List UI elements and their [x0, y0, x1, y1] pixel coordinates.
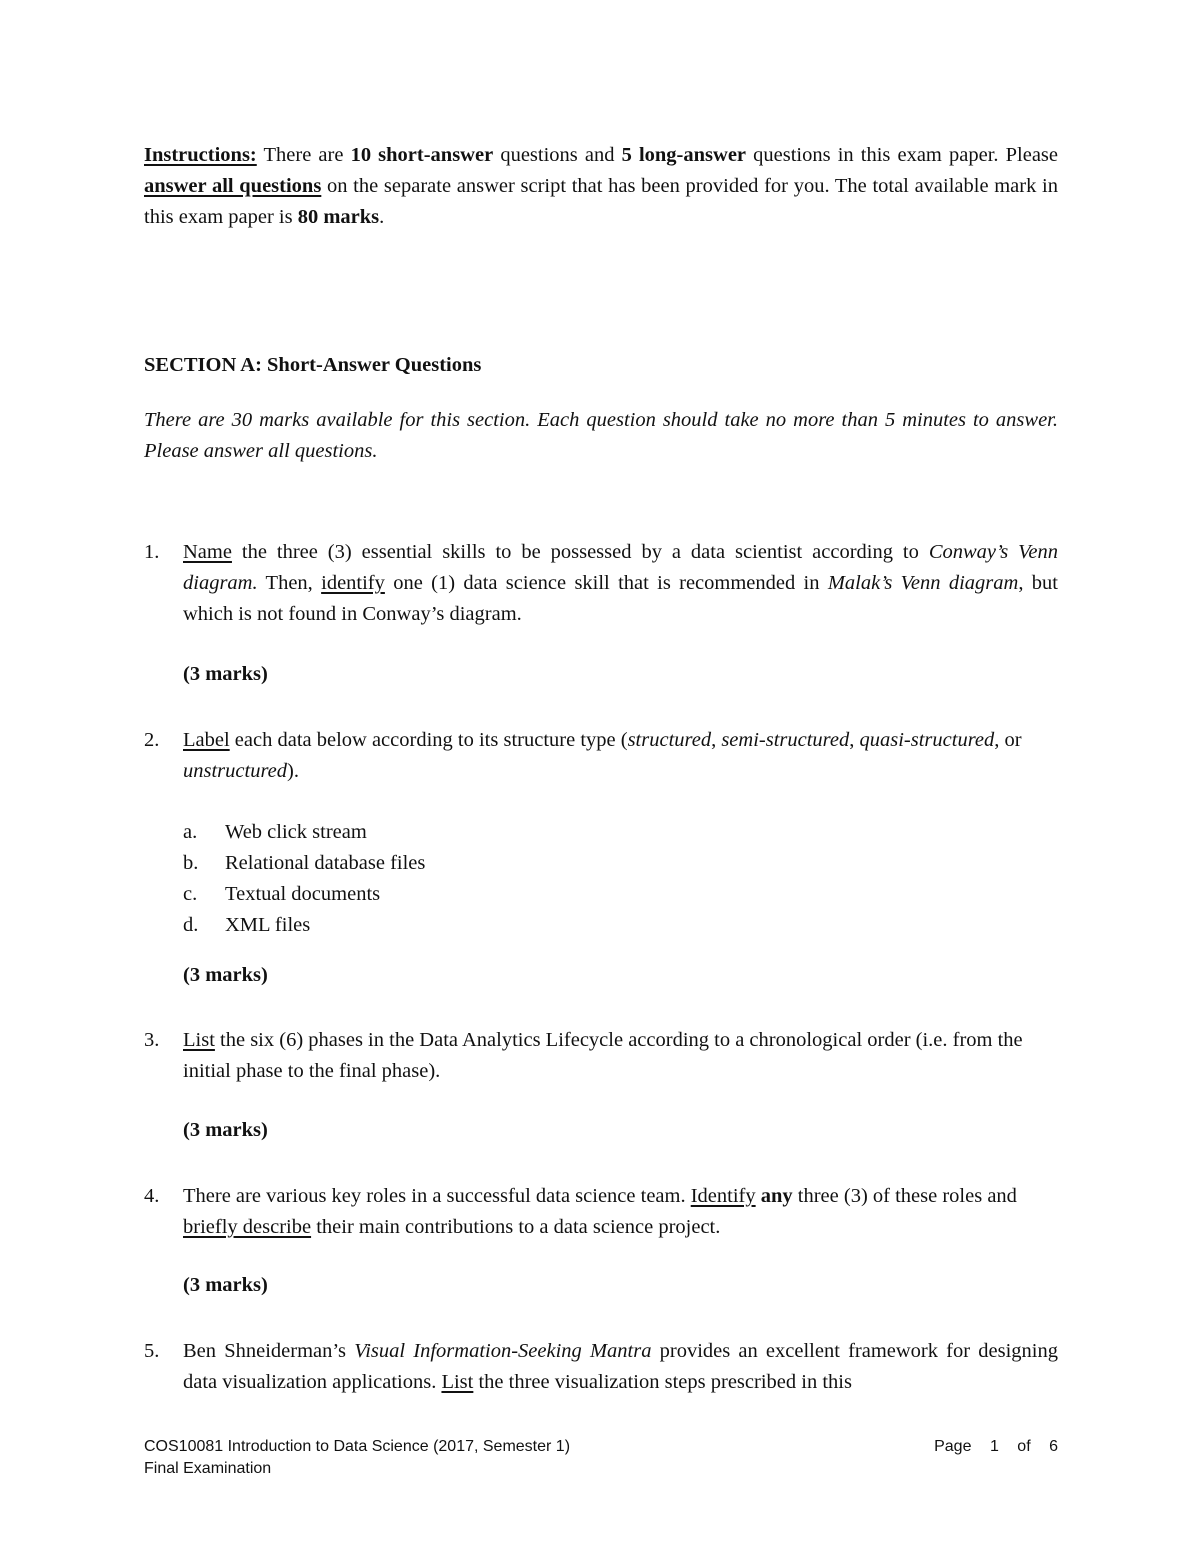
- task-verb: List: [183, 1029, 215, 1051]
- task-verb: Name: [183, 541, 232, 563]
- section-a-intro: There are 30 marks available for this section. Each question should take no more than 5 minutes to answer. Please answer all questions.: [144, 409, 1058, 462]
- question-bold-part: any: [755, 1185, 793, 1207]
- total-marks: 80 marks: [297, 206, 380, 228]
- question-text: [183, 1336, 1058, 1398]
- instructions-label: Instructions:: [144, 144, 257, 166]
- instructions-paragraph: [144, 140, 1058, 233]
- question-italic-part: semi-structured: [721, 729, 850, 751]
- question-text-part: their main contributions to a data science project.: [311, 1216, 721, 1238]
- question-text-part: There are various key roles in a successful data science team.: [183, 1185, 691, 1207]
- question-3: [144, 1025, 1058, 1087]
- question-5: [144, 1336, 1058, 1398]
- footer-exam: Final Examination: [144, 1460, 272, 1477]
- list-item: [183, 848, 425, 879]
- short-answer-count: 10 short-answer: [350, 144, 494, 166]
- question-text-part: the three (3) essential skills to be possessed by a data scientist according to: [231, 541, 929, 563]
- question-number: 3.: [144, 1029, 160, 1051]
- question-4-marks: (3 marks): [183, 1274, 268, 1296]
- question-number: 2.: [144, 729, 160, 751]
- question-text-part: , or: [994, 729, 1022, 751]
- question-text-part: provides an excellent framework for designing data visualization applications.: [183, 1340, 1058, 1393]
- task-verb: identify: [321, 572, 385, 594]
- question-text: [183, 1025, 1058, 1087]
- instructions-text-5: .: [379, 206, 385, 228]
- list-item-text: Relational database files: [225, 852, 426, 874]
- question-text-part: , but which is not found in Conway’s diagram.: [183, 572, 1058, 625]
- question-italic-part: unstructured: [183, 760, 288, 782]
- question-italic-part: Conway’s Venn diagram.: [183, 541, 1058, 594]
- list-item-letter: b.: [183, 852, 199, 874]
- question-text-part: ).: [287, 760, 299, 782]
- question-number: 5.: [144, 1340, 160, 1362]
- list-item-text: XML files: [225, 914, 311, 936]
- page-number: 1: [989, 1438, 999, 1455]
- task-verb: briefly describe: [183, 1216, 312, 1238]
- question-2: [144, 725, 1058, 787]
- list-item-text: Web click stream: [225, 821, 367, 843]
- question-text-part: the six (6) phases in the Data Analytics Lifecycle according to a chronological order (i.e. from the initial phase to the final phase).: [183, 1029, 1023, 1082]
- question-italic-part: Malak’s Venn diagram: [827, 572, 1019, 594]
- of-word: of: [1017, 1438, 1031, 1455]
- question-italic-part: Visual Information-Seeking Mantra: [354, 1340, 652, 1362]
- question-text-part: Ben Shneiderman’s: [183, 1340, 355, 1362]
- list-item: [183, 910, 310, 941]
- instructions-text-4: on the separate answer script that has been provided for you. The total available mark in this exam paper is: [144, 175, 1058, 228]
- list-item-letter: a.: [183, 821, 198, 843]
- list-item-letter: c.: [183, 883, 198, 905]
- task-verb: Identify: [690, 1185, 756, 1207]
- question-italic-part: quasi-structured: [859, 729, 995, 751]
- question-text-part: one (1) data science skill that is recommended in: [384, 572, 828, 594]
- footer-course: COS10081 Introduction to Data Science (2017, Semester 1): [144, 1438, 571, 1455]
- list-item-text: Textual documents: [225, 883, 381, 905]
- question-text-part: Then,: [257, 572, 322, 594]
- question-text-part: each data below according to its structure type (: [229, 729, 628, 751]
- answer-all-emphasis: answer all questions: [144, 175, 322, 197]
- question-1-marks: (3 marks): [183, 663, 268, 685]
- question-2-marks: (3 marks): [183, 964, 268, 986]
- question-text: [183, 725, 1058, 787]
- task-verb: List: [441, 1371, 474, 1393]
- question-text-part: three (3) of these roles and: [792, 1185, 1017, 1207]
- page-word: Page: [934, 1438, 972, 1455]
- question-4: [144, 1181, 1058, 1243]
- page-total: 6: [1049, 1438, 1058, 1455]
- instructions-text-2: questions and: [493, 144, 622, 166]
- instructions-text-3: questions in this exam paper. Please: [746, 144, 1058, 166]
- task-verb: Label: [183, 729, 230, 751]
- list-item: [183, 879, 380, 910]
- question-text-part: the three visualization steps prescribed in this: [473, 1371, 852, 1393]
- list-item: [183, 817, 367, 848]
- question-text: [183, 537, 1058, 630]
- question-text-part: ,: [711, 729, 722, 751]
- question-text: [183, 1181, 1058, 1243]
- section-a-title: SECTION A: Short-Answer Questions: [144, 354, 482, 376]
- question-3-marks: (3 marks): [183, 1119, 268, 1141]
- question-text-part: ,: [849, 729, 860, 751]
- question-italic-part: structured: [627, 729, 712, 751]
- instructions-text-1: There are: [256, 144, 351, 166]
- question-number: 4.: [144, 1185, 160, 1207]
- long-answer-count: 5 long-answer: [621, 144, 747, 166]
- list-item-letter: d.: [183, 914, 199, 936]
- question-number: 1.: [144, 541, 160, 563]
- page-footer: [144, 1436, 1058, 1480]
- footer-page-number: [934, 1436, 1058, 1458]
- question-1: [144, 537, 1058, 630]
